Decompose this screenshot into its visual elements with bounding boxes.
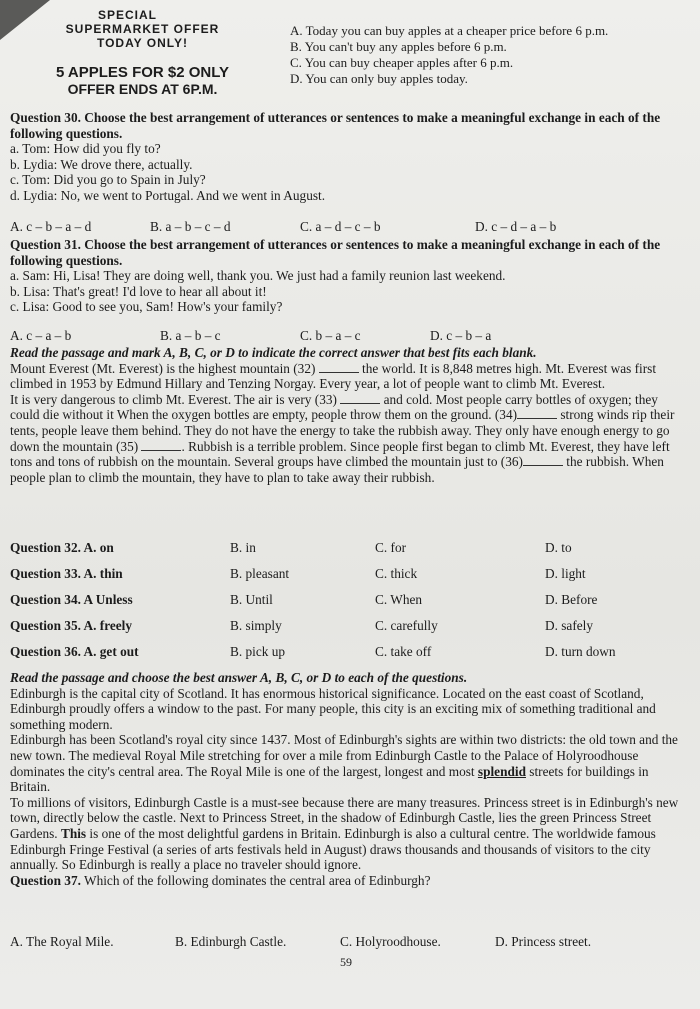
- q31-line-c: c. Lisa: Good to see you, Sam! How's your family?: [10, 299, 283, 315]
- q30-answer-b: B. a – b – c – d: [150, 219, 231, 234]
- underlined-word-splendid: splendid: [477, 763, 526, 779]
- mc-35-a: Question 35. A. freely: [10, 618, 133, 633]
- passage-1-para-2: [10, 392, 690, 486]
- question-31: [10, 237, 690, 315]
- mc-35-b: B. simply: [230, 618, 282, 633]
- blank-34[interactable]: [517, 418, 557, 419]
- mc-row-36: [10, 644, 690, 660]
- mc-36-b: B. pick up: [230, 644, 286, 659]
- p1-text-b: the world. It is 8,848 metres high. Mt. Everest was first climbed in 1953 by Edmund Hillary and Tenzing Norgay. Every year, a lot of people want to climb Mt. Everest.: [10, 360, 657, 392]
- q30-line-c: c. Tom: Did you go to Spain in July?: [10, 172, 206, 188]
- mc-row-35: [10, 618, 690, 634]
- mc-34-b: B. Until: [230, 592, 273, 607]
- mc-35-c: C. carefully: [375, 618, 438, 633]
- question-30: [10, 110, 690, 204]
- mc-34-a: Question 34. A Unless: [10, 592, 133, 607]
- supermarket-ad: [10, 8, 275, 96]
- ad-line-special: SPECIAL: [97, 8, 157, 22]
- question-30-title: Question 30. Choose the best arrangement of utterances or sentences to make a meaningful exchange in each of the following questions.: [10, 110, 661, 141]
- mc-row-34: [10, 592, 690, 608]
- q31-answer-d: D. c – b – a: [430, 328, 492, 343]
- ad-line-price: 5 APPLES FOR $2 ONLY: [55, 64, 230, 81]
- question-37-label: Question 37.: [10, 872, 81, 888]
- q30-answers: [10, 219, 690, 235]
- question-37-text: Which of the following dominates the central area of Edinburgh?: [80, 872, 431, 888]
- q30-line-d: d. Lydia: No, we went to Portugal. And we went in August.: [10, 187, 326, 203]
- q31-line-a: a. Sam: Hi, Lisa! They are doing well, thank you. We just had a family reunion last weekend.: [10, 268, 506, 284]
- ad-line-today: TODAY ONLY!: [96, 36, 189, 50]
- q30-line-a: a. Tom: How did you fly to?: [10, 141, 161, 157]
- mc-34-d: D. Before: [545, 592, 598, 607]
- p2-text-b: and cold. Most people carry bottles of oxygen; they could die without it When the oxygen bottles are empty, people throw them on the ground. (34): [10, 391, 658, 423]
- ad-line-offer: SUPERMARKET OFFER: [65, 22, 220, 36]
- q30-answer-d: D. c – d – a – b: [475, 219, 557, 234]
- passage-2-instruction: Read the passage and choose the best answer A, B, C, or D to each of the questions.: [10, 670, 468, 685]
- p3-text-b: is one of the most delightful gardens in Britain. Edinburgh is also a cultural centre. The worldwide famous Edinburgh Fringe Festival (a series of arts festivals held in August) draws thousands and thousands of visitors to the city annually. So Edinburgh is really a place no traveler should ignore.: [10, 825, 656, 873]
- mc-33-a: Question 33. A. thin: [10, 566, 123, 581]
- option-d: D. You can only buy apples today.: [290, 71, 468, 86]
- mc-32-b: B. in: [230, 540, 256, 555]
- mc-34-c: C. When: [375, 592, 423, 607]
- q30-answer-c: C. a – d – c – b: [300, 219, 381, 234]
- blank-36[interactable]: [523, 465, 563, 466]
- p2-1-text-a: Edinburgh has been Scotland's royal city since 1437. Most of Edinburgh's sights are within two districts: the old town and the new town. The medieval Royal Mile stretching for over a mile from Edinburgh Castle to the Palace of Holyroodhouse dominates the city's central area. The Royal Mile is one of the largest, longest and most: [10, 732, 678, 779]
- q31-answers: [10, 328, 690, 344]
- mc-36-a: Question 36. A. get out: [10, 644, 139, 659]
- mc-32-c: C. for: [375, 540, 407, 555]
- passage-2-para-2: [10, 732, 690, 794]
- mc-row-33: [10, 566, 690, 582]
- q31-line-b: b. Lisa: That's great! I'd love to hear all about it!: [10, 283, 267, 299]
- q29-options: [290, 24, 690, 88]
- q37-answer-d: D. Princess street.: [495, 934, 592, 949]
- p1-text-a: Mount Everest (Mt. Everest) is the highest mountain (32): [10, 360, 319, 376]
- p2-text-a: It is very dangerous to climb Mt. Everest. The air is very (33): [10, 391, 341, 407]
- p2-1-text-b: streets for buildings in Britain.: [10, 763, 649, 795]
- q37-answer-a: A. The Royal Mile.: [10, 934, 114, 949]
- q31-answer-b: B. a – b – c: [160, 328, 221, 343]
- mc-33-b: B. pleasant: [230, 566, 290, 581]
- page-number: 59: [340, 955, 352, 969]
- option-b: B. You can't buy any apples before 6 p.m.: [290, 39, 507, 54]
- q31-answer-a: A. c – a – b: [10, 328, 72, 343]
- q30-line-b: b. Lydia: We drove there, actually.: [10, 156, 193, 172]
- mc-33-c: C. thick: [375, 566, 418, 581]
- option-c: C. You can buy cheaper apples after 6 p.m.: [290, 55, 514, 70]
- option-a: A. Today you can buy apples at a cheaper price before 6 p.m.: [290, 23, 609, 38]
- question-31-title: Question 31. Choose the best arrangement of utterances or sentences to make a meaningful exchange in each of the following questions.: [10, 237, 661, 268]
- p2-text-c: strong winds rip their tents, people leave them behind. They do not have the energy to take the rubbish away. They only have enough energy to go down the mountain (35): [10, 407, 675, 454]
- mc-36-d: D. turn down: [545, 644, 616, 659]
- q37-answers: [10, 934, 690, 950]
- blank-32[interactable]: [319, 372, 359, 373]
- passage-everest: [10, 345, 690, 485]
- question-37-stem: [10, 873, 690, 889]
- q37-answer-c: C. Holyroodhouse.: [340, 934, 441, 949]
- blank-33[interactable]: [340, 403, 380, 404]
- mc-32-a: Question 32. A. on: [10, 540, 114, 555]
- mc-row-32: [10, 540, 690, 556]
- p2-text-d: . Rubbish is a terrible problem. Since people first began to climb Mt. Everest, they have left tons and tons of rubbish on the mountain. Several groups have climbed the mountain just to (36): [10, 438, 670, 470]
- mc-35-d: D. safely: [545, 618, 593, 633]
- passage-1-para-1: [10, 361, 690, 392]
- ad-line-ends: OFFER ENDS AT 6P.M.: [67, 81, 218, 97]
- mc-33-d: D. light: [545, 566, 586, 581]
- q31-answer-c: C. b – a – c: [300, 328, 361, 343]
- passage-2-para-1: Edinburgh is the capital city of Scotland. It has enormous historical significance. Located on the east coast of Scotland, Edinburgh proudly offers a window to the past. For many people, this city is an exciting mix of something traditional and something modern.: [10, 685, 656, 732]
- passage-1-instruction: Read the passage and mark A, B, C, or D to indicate the correct answer that best fits each blank.: [10, 345, 537, 360]
- mc-36-c: C. take off: [375, 644, 432, 659]
- q37-answer-b: B. Edinburgh Castle.: [175, 934, 287, 949]
- mc-32-d: D. to: [545, 540, 572, 555]
- bold-word-this: This: [60, 825, 87, 841]
- p3-text-a: To millions of visitors, Edinburgh Castle is a must-see because there are many treasures. Princess street is in Edinburgh's new town, directly below the castle. Next to Princess Street, in the shadow of Edinburgh Castle, lies the green Princess Street Gardens.: [10, 794, 679, 841]
- passage-edinburgh: [10, 670, 690, 888]
- passage-2-para-3: [10, 795, 690, 873]
- q30-answer-a: A. c – b – a – d: [10, 219, 92, 234]
- blank-35[interactable]: [141, 450, 181, 451]
- p2-text-e: the rubbish. When people plan to climb the mountain, they have to plan to take away their rubbish.: [10, 454, 664, 485]
